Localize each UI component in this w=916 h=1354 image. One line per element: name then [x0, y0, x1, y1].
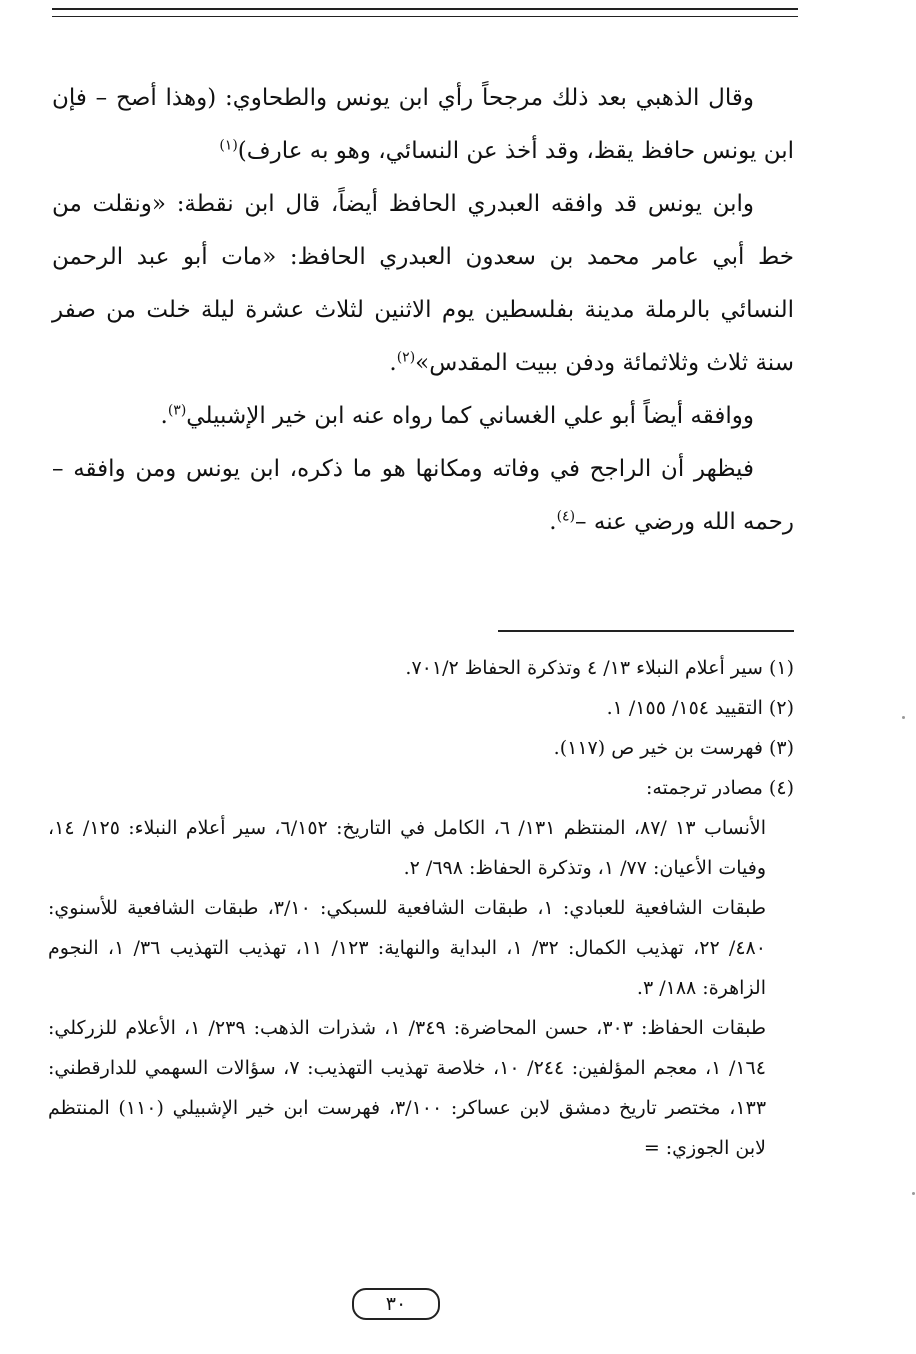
footnote-4-sources [48, 808, 794, 1168]
footnote-4-sources-group-3: طبقات الحفاظ: ٣٠٣، حسن المحاضرة: ٣٤٩/ ١، شذرات الذهب: ٢٣٩/ ١، الأعلام للزركلي: ١٦٤/ ١، معجم المؤلفين: ٢٤٤/ ١٠، خلاصة تهذيب التهذيب: ٧، سؤالات السهمي للدارقطني: ١٣٣، مختصر تاريخ دمشق لابن عساكر: ٣/١٠٠، فهرست ابن خير الإشبيلي (١١٠) المنتظم لابن الجوزي: = [48, 1017, 767, 1159]
footnote-ref-2: (٢) [396, 349, 416, 366]
paragraph-2: وابن يونس قد وافقه العبدري الحافظ أيضاً، قال ابن نقطة: «ونقلت من خط أبي عامر محمد بن سعدون العبدري الحافظ: «مات أبو عبد الرحمن النسائي بالرملة مدينة بفلسطين يوم الاثنين لثلاث عشرة ليلة خلت من صفر سنة ثلاث وثلاثمائة ودفن ببيت المقدس»$^{(٢)}$. [52, 191, 794, 376]
footnotes [48, 648, 794, 1168]
page-number: ٣٠ [352, 1288, 440, 1320]
footnote-1: (١) سير أعلام النبلاء ١٣/ ٤ وتذكرة الحفاظ ٧٠١/٢. [405, 657, 794, 679]
footnote-2: (٢) التقييد ١٥٤/ ١٥٥/ ١. [606, 697, 794, 719]
main-text [52, 72, 794, 549]
footnote-4-sources-group-2: طبقات الشافعية للعبادي: ١، طبقات الشافعية للسبكي: ٣/١٠، طبقات الشافعية للأسنوي: ٤٨٠/ ٢٢، تهذيب الكمال: ٣٢/ ١، البداية والنهاية: ١٢٣/ ١١، تهذيب التهذيب ٣٦/ ١، النجوم الزاهرة: ١٨٨/ ٣. [48, 897, 766, 999]
footnote-4-heading: (٤) مصادر ترجمته: [645, 777, 794, 799]
header-rule-bottom [52, 16, 798, 17]
footnote-separator [498, 630, 794, 632]
footnote-3: (٣) فهرست بن خير ص (١١٧). [553, 737, 794, 759]
footnote-ref-1: (١) [219, 137, 238, 154]
header-rule-top [52, 8, 798, 10]
paragraph-1: وقال الذهبي بعد ذلك مرجحاً رأي ابن يونس والطحاوي: (وهذا أصح – فإن ابن يونس حافظ يقظ، وقد أخذ عن النسائي، وهو به عارف)$^{(١)}$ [52, 85, 794, 164]
scan-speck [902, 716, 905, 719]
footnote-ref-3: (٣) [167, 402, 187, 419]
paragraph-4: فيظهر أن الراجح في وفاته ومكانها هو ما ذكره، ابن يونس ومن وافقه – رحمه الله ورضي عنه –$^{(٤)}$. [52, 456, 794, 535]
scan-speck [912, 1192, 915, 1195]
footnote-ref-4: (٤) [556, 508, 576, 525]
paragraph-3: ووافقه أيضاً أبو علي الغساني كما رواه عنه ابن خير الإشبيلي$^{(٣)}$. [160, 402, 754, 429]
footnote-4-sources-group-1: الأنساب ١٣ /٨٧، المنتظم ١٣١/ ٦، الكامل في التاريخ: ٦/١٥٢، سير أعلام النبلاء: ١٢٥/ ١٤، وفيات الأعيان: ٧٧/ ١، وتذكرة الحفاظ: ٦٩٨/ ٢. [48, 817, 766, 879]
